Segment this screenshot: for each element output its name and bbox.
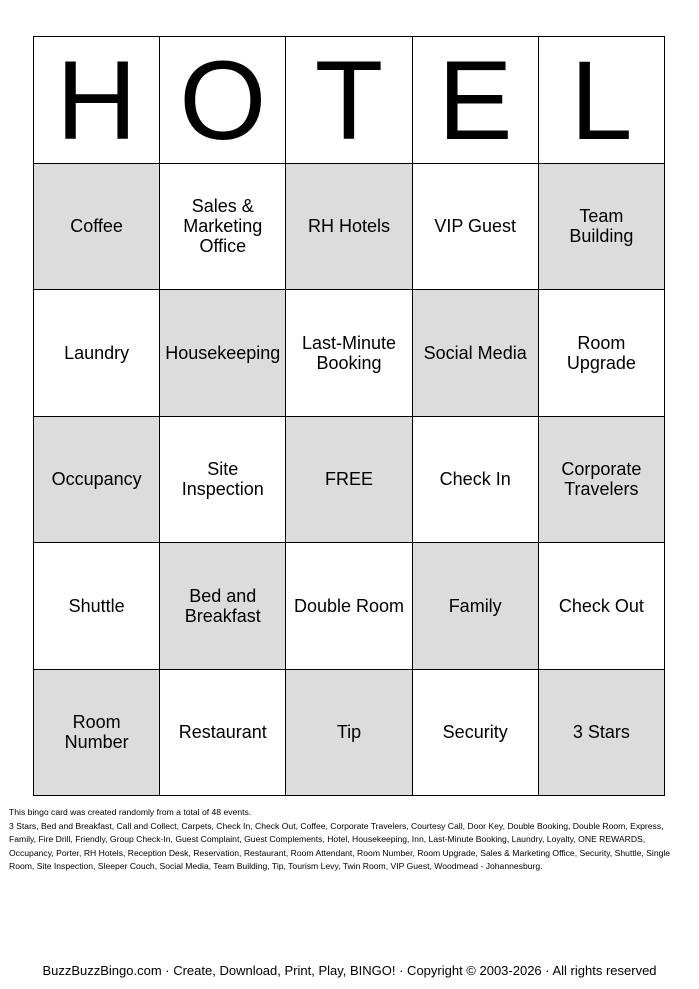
header-letter-h — [34, 37, 160, 164]
bingo-cell-r2c1 — [34, 290, 160, 417]
bingo-cell-r2c5 — [539, 290, 665, 417]
bingo-card — [33, 36, 665, 796]
bingo-cell-r3c5 — [539, 417, 665, 544]
header-letter-text: L — [570, 37, 633, 163]
bingo-cell-text: Site Inspection — [181, 459, 264, 500]
bingo-cell-text: Security — [442, 722, 508, 743]
bingo-cell-text: Social Media — [423, 342, 527, 363]
header-letter-t — [286, 37, 412, 164]
bingo-cell-r4c2 — [160, 543, 286, 670]
header-letter-o — [160, 37, 286, 164]
bingo-cell-text: Laundry — [64, 342, 130, 363]
bingo-cell-text: 3 Stars — [572, 722, 630, 743]
bingo-cell-r5c5 — [539, 670, 665, 797]
header-letter-text: E — [437, 37, 513, 163]
bingo-cell-r1c5 — [539, 164, 665, 291]
bingo-cell-text: Corporate Travelers — [561, 459, 642, 500]
bingo-cell-r1c1 — [34, 164, 160, 291]
bingo-cell-text: Housekeeping — [165, 342, 281, 363]
bingo-cell-r4c4 — [413, 543, 539, 670]
card-note-events: 3 Stars, Bed and Breakfast, Call and Collect, Carpets, Check In, Check Out, Coffee, Corporate Travelers, Courtesy Call, Door Key, Double Booking, Double Room, Express, Family, Fire Drill, Friendly, Group Check-In, Guest Complaint, Guest Complements, Hotel, Housekeeping, Inn, Last-Minute Booking, Laundry, Loyalty, ONE REWARDS, Occupancy, Porter, RH Hotels, Reception Desk, Reservation, Restaurant, Room Attendant, Room Number, Room Upgrade, Sales & Marketing Office, Security, Shuttle, Single Room, Site Inspection, Sleeper Couch, Social Media, Team Building, Tip, Tourism Levy, Twin Room, VIP Guest, Woodmead - Johannesburg. — [9, 820, 671, 871]
header-letter-text: O — [179, 37, 267, 163]
bingo-cell-text: Check Out — [558, 595, 644, 616]
bingo-cell-r5c3 — [286, 670, 412, 797]
bingo-cell-r5c4 — [413, 670, 539, 797]
bingo-cell-text: Room Number — [64, 712, 129, 753]
bingo-cell-text: Family — [448, 595, 502, 616]
bingo-cell-text: Check In — [439, 469, 511, 490]
bingo-cell-text: FREE — [324, 469, 373, 490]
bingo-cell-r2c3 — [286, 290, 412, 417]
bingo-cell-text: Coffee — [70, 216, 123, 237]
bingo-cell-text: RH Hotels — [307, 216, 390, 237]
bingo-cell-r2c4 — [413, 290, 539, 417]
bingo-cell-text: Sales & Marketing Office — [183, 196, 263, 257]
bingo-cell-r1c4 — [413, 164, 539, 291]
header-letter-text: T — [314, 37, 384, 163]
header-letter-e — [413, 37, 539, 164]
bingo-cell-text: Shuttle — [68, 595, 125, 616]
bingo-cell-free — [286, 417, 412, 544]
bingo-cell-r4c3 — [286, 543, 412, 670]
header-letter-l — [539, 37, 665, 164]
bingo-cell-text: Double Room — [293, 595, 405, 616]
page-footer: BuzzBuzzBingo.com · Create, Download, Print, Play, BINGO! · Copyright © 2003-2026 · All rights reserved — [42, 963, 657, 978]
bingo-cell-text: Tip — [336, 722, 362, 743]
bingo-cell-text: Occupancy — [51, 469, 142, 490]
bingo-cell-r5c1 — [34, 670, 160, 797]
bingo-cell-text: Restaurant — [178, 722, 267, 743]
bingo-cell-r4c1 — [34, 543, 160, 670]
bingo-cell-text: Room Upgrade — [566, 332, 636, 373]
bingo-cell-text: Last-Minute Booking — [301, 332, 397, 373]
bingo-cell-r3c4 — [413, 417, 539, 544]
bingo-cell-r1c3 — [286, 164, 412, 291]
bingo-cell-r2c2 — [160, 290, 286, 417]
bingo-cell-r3c2 — [160, 417, 286, 544]
header-letter-text: H — [56, 37, 138, 163]
bingo-cell-text: VIP Guest — [434, 216, 517, 237]
card-note — [9, 806, 691, 874]
bingo-cell-text: Bed and Breakfast — [184, 585, 261, 626]
bingo-cell-r5c2 — [160, 670, 286, 797]
bingo-cell-text: Team Building — [569, 206, 634, 247]
card-note-intro: This bingo card was created randomly from a total of 48 events. — [9, 807, 252, 817]
bingo-cell-r1c2 — [160, 164, 286, 291]
bingo-cell-r4c5 — [539, 543, 665, 670]
bingo-cell-r3c1 — [34, 417, 160, 544]
